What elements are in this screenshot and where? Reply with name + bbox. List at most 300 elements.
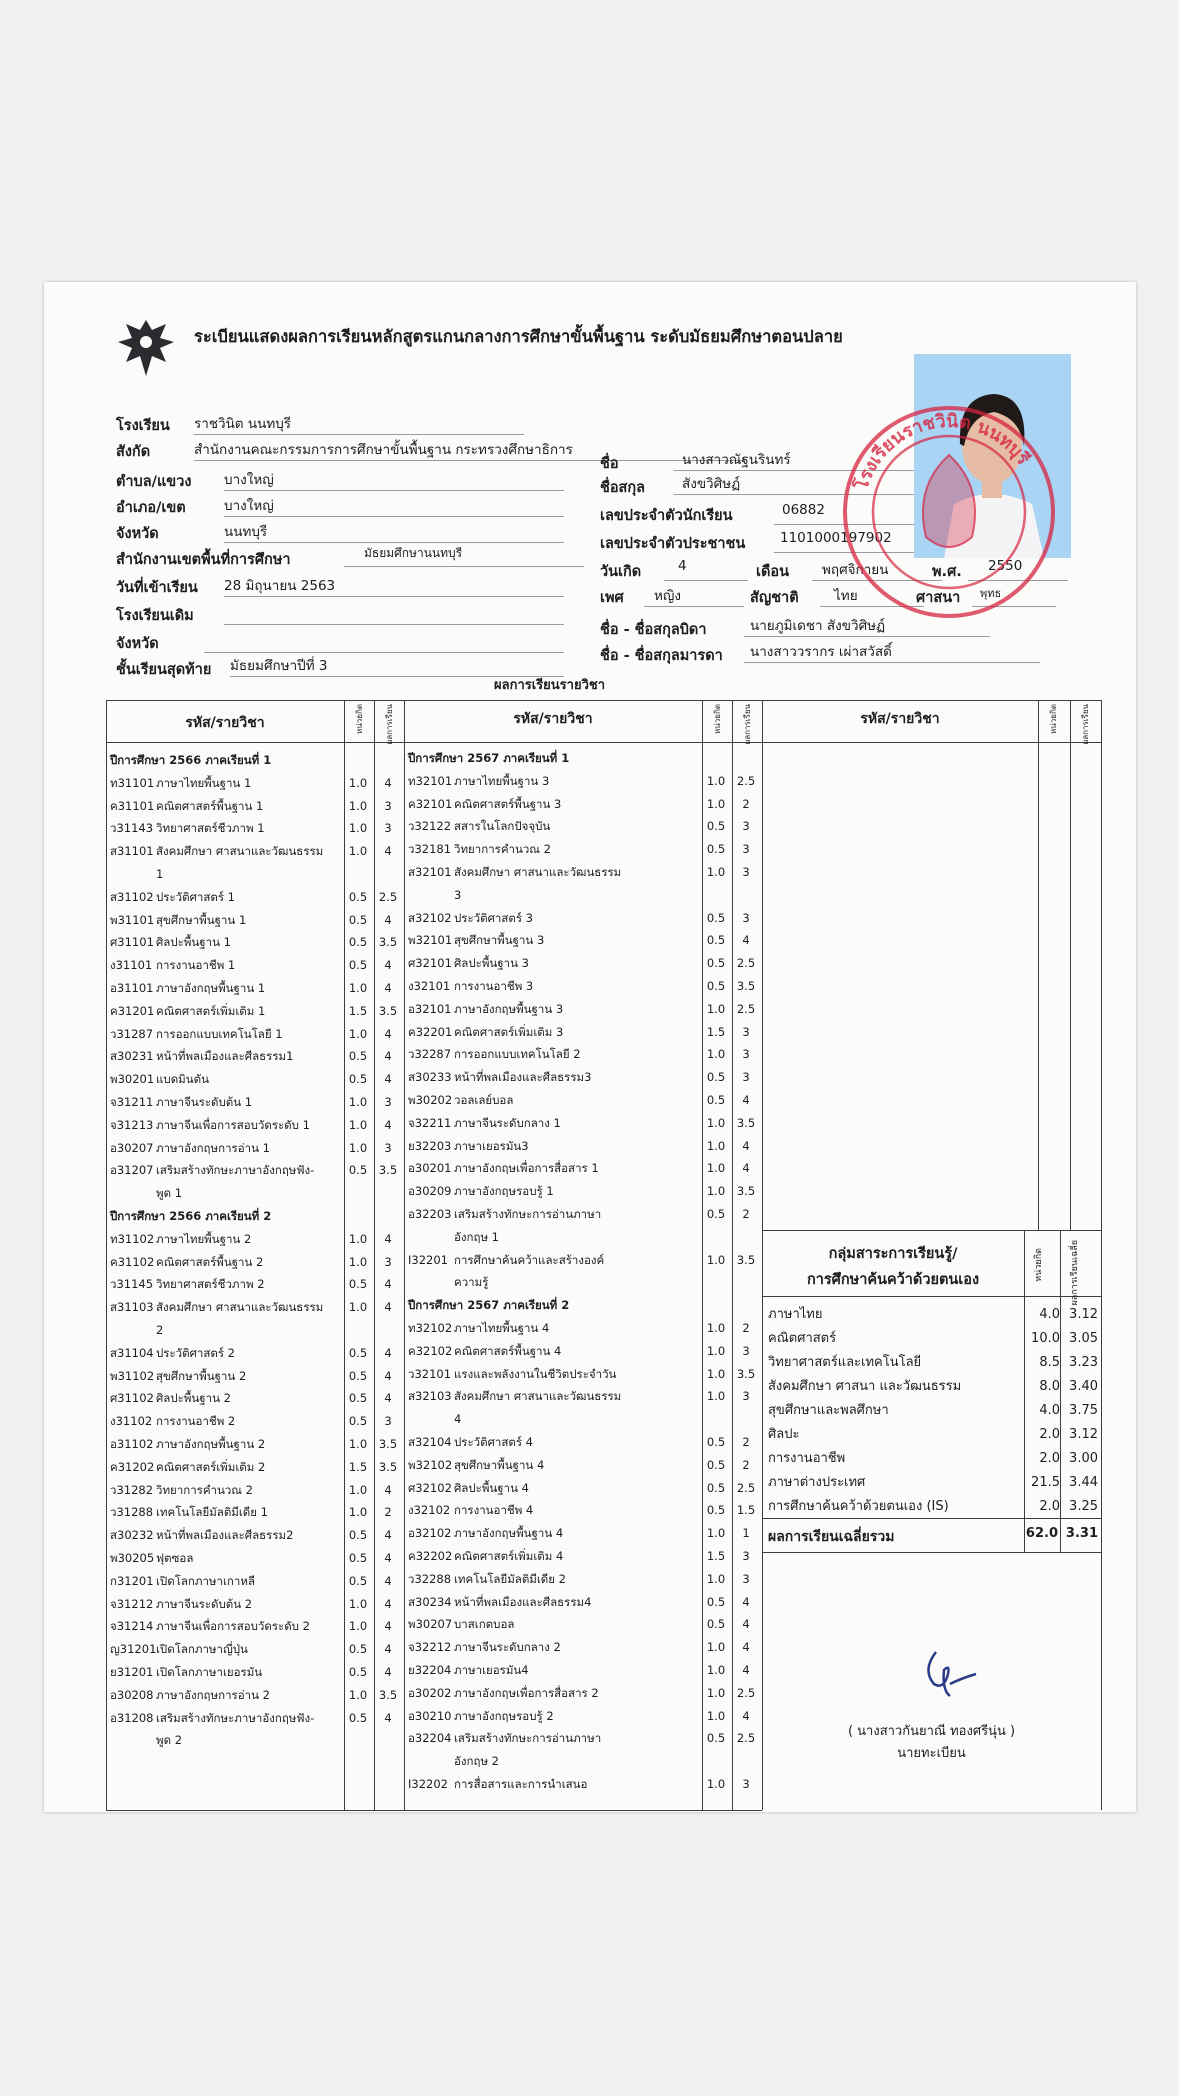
summary-credit: 21.5 xyxy=(1031,1475,1060,1490)
subject-code: จ31214 xyxy=(110,1619,154,1634)
summary-subject-name: การศึกษาค้นคว้าด้วยตนเอง (IS) xyxy=(768,1499,949,1514)
subject-grade: 4 xyxy=(384,1072,392,1087)
subject-grade: 2.5 xyxy=(736,1685,756,1700)
subject-grade: 3 xyxy=(742,865,750,879)
subject-grade: 3.5 xyxy=(378,1163,398,1178)
subject-grade: 3 xyxy=(742,1777,750,1791)
col2-grade-header: ผลการเรียน xyxy=(743,704,752,745)
subject-code: จ31213 xyxy=(110,1117,154,1132)
subject-name: สังคมศึกษา ศาสนาและวัฒนธรรม xyxy=(454,865,622,879)
entry-date-value: 28 มิถุนายน 2563 xyxy=(224,574,564,597)
subject-name: คณิตศาสตร์เพิ่มเติม 2 xyxy=(156,1459,266,1474)
subject-grade: 3.5 xyxy=(378,935,398,950)
summary-subject-name: ภาษาไทย xyxy=(768,1307,823,1322)
subject-credit: 1.0 xyxy=(706,1708,726,1723)
subject-name: วิทยาศาสตร์ชีวภาพ 2 xyxy=(156,1277,265,1292)
religion-label: ศาสนา xyxy=(916,590,961,606)
signature-icon xyxy=(914,1644,984,1704)
subject-name: การออกแบบเทคโนโลยี 1 xyxy=(156,1026,283,1041)
subject-grade: 4 xyxy=(384,958,392,973)
subject-grade: 4 xyxy=(742,933,750,948)
subject-name: เสริมสร้างทักษะการอ่านภาษา xyxy=(454,1731,602,1746)
subject-credit: 1.0 xyxy=(348,1026,368,1041)
subject-credit: 1.0 xyxy=(706,1161,726,1176)
subject-name: เทคโนโลยีมัลติมีเดีย 2 xyxy=(454,1571,566,1586)
subject-credit: 1.0 xyxy=(706,1252,726,1267)
province-label: จังหวัด xyxy=(116,526,159,542)
birth-year-value: 2550 xyxy=(968,558,1068,581)
district-value: บางใหญ่ xyxy=(224,494,564,517)
nationality-label: สัญชาติ xyxy=(750,590,799,606)
subject-grade: 3 xyxy=(742,1024,750,1039)
subject-code: พ30205 xyxy=(110,1551,155,1565)
subject-credit: 0.5 xyxy=(706,1093,726,1107)
subject-code: I32202 xyxy=(408,1777,448,1791)
subject-name: เปิดโลกภาษาญี่ปุ่น xyxy=(156,1642,248,1657)
summary-credit: 2.0 xyxy=(1039,1427,1060,1442)
subject-credit: 0.5 xyxy=(706,1435,726,1449)
subject-name: สุขศึกษาพื้นฐาน 3 xyxy=(454,933,545,948)
subject-credit: 1.0 xyxy=(706,773,726,788)
subject-name: วอลเลย์บอล xyxy=(454,1093,514,1107)
subject-grade: 3 xyxy=(742,1571,750,1586)
subject-name: ประวัติศาสตร์ 3 xyxy=(454,910,533,925)
subject-grade: 4 xyxy=(384,844,392,859)
subject-grade: 3.5 xyxy=(736,1252,756,1267)
subject-name: สังคมศึกษา ศาสนาและวัฒนธรรม xyxy=(454,1389,622,1404)
subject-code: อ30210 xyxy=(408,1708,452,1723)
subject-credit: 0.5 xyxy=(706,842,726,857)
subject-code: พ30201 xyxy=(110,1072,155,1087)
subject-grade: 3 xyxy=(384,1095,392,1109)
subject-code: อ30209 xyxy=(408,1184,452,1199)
subject-grade: 2 xyxy=(384,1505,392,1520)
name-value: นางสาวณัฐนรินทร์ xyxy=(674,448,922,471)
subject-name: ภาษาอังกฤษพื้นฐาน 2 xyxy=(156,1437,266,1451)
subject-credit: 1.0 xyxy=(348,775,368,790)
subdistrict-label: ตำบล/แขวง xyxy=(116,474,192,490)
subject-name: เสริมสร้างทักษะภาษาอังกฤษฟัง- xyxy=(156,1710,315,1725)
summary-gpa: 3.75 xyxy=(1069,1403,1098,1418)
subject-credit: 1.0 xyxy=(706,1640,726,1655)
subject-code: ว31143 xyxy=(110,821,154,836)
subject-grade: 4 xyxy=(384,1596,392,1611)
birth-day-label: วันเกิด xyxy=(600,564,642,580)
summary-subject-name: ภาษาต่างประเทศ xyxy=(768,1475,866,1490)
subject-name: ภาษาอังกฤษการอ่าน 2 xyxy=(156,1687,270,1702)
religion-value: พุทธ xyxy=(972,584,1056,607)
subject-code: ว32287 xyxy=(408,1047,452,1062)
subject-name: พูด 1 xyxy=(156,1186,183,1201)
sex-value: หญิง xyxy=(644,584,744,607)
subject-code: อ30207 xyxy=(110,1140,154,1155)
subject-credit: 0.5 xyxy=(348,1391,368,1406)
subject-name: สุขศึกษาพื้นฐาน 4 xyxy=(454,1457,545,1472)
subject-code: ว32288 xyxy=(408,1571,452,1586)
subject-name: วิทยาการคำนวณ 2 xyxy=(156,1482,253,1497)
subject-name: ภาษาอังกฤษพื้นฐาน 4 xyxy=(454,1526,564,1541)
summary-credit: 10.0 xyxy=(1031,1331,1060,1346)
subject-credit: 0.5 xyxy=(348,1710,368,1725)
subject-grade: 2 xyxy=(742,796,750,811)
subject-code: ง32102 xyxy=(408,1503,451,1518)
father-label: ชื่อ - ชื่อสกุลบิดา xyxy=(600,622,707,638)
subject-code: จ32211 xyxy=(408,1115,452,1130)
summary-gpa: 3.25 xyxy=(1069,1499,1098,1514)
subject-name: ประวัติศาสตร์ 1 xyxy=(156,889,235,904)
name-label: ชื่อ xyxy=(600,456,619,472)
subject-grade: 4 xyxy=(742,1138,750,1153)
mother-label: ชื่อ - ชื่อสกุลมารดา xyxy=(600,648,723,664)
subject-code: ท31102 xyxy=(110,1231,155,1246)
subject-credit: 1.5 xyxy=(706,1024,726,1039)
subject-code: ศ32102 xyxy=(408,1480,452,1495)
semester-label: ปีการศึกษา 2567 ภาคเรียนที่ 1 xyxy=(408,751,570,765)
subject-code: ค31102 xyxy=(110,1254,155,1269)
subject-name: การงานอาชีพ 1 xyxy=(156,958,236,973)
subject-code: ค32202 xyxy=(408,1549,453,1563)
col1-subject-header: รหัส/รายวิชา xyxy=(185,715,265,731)
subject-grade: 4 xyxy=(384,1117,392,1132)
subject-grade: 3 xyxy=(742,1389,750,1404)
subject-grade: 2.5 xyxy=(736,1480,756,1495)
semester-label: ปีการศึกษา 2567 ภาคเรียนที่ 2 xyxy=(408,1298,570,1313)
surname-label: ชื่อสกุล xyxy=(600,480,646,496)
subject-name: ภาษาอังกฤษการอ่าน 1 xyxy=(156,1140,270,1155)
subject-name: ศิลปะพื้นฐาน 3 xyxy=(454,956,529,971)
registrar-name: ( นางสาวกันยาณี ทองศรีนุ่น ) xyxy=(847,1724,1016,1739)
subject-name: พูด 2 xyxy=(156,1733,183,1748)
subject-credit: 0.5 xyxy=(706,910,726,925)
subject-name: การงานอาชีพ 4 xyxy=(454,1503,534,1518)
subject-credit: 0.5 xyxy=(706,1457,726,1472)
subject-name: คณิตศาสตร์พื้นฐาน 3 xyxy=(454,796,562,811)
summary-total-label: ผลการเรียนเฉลี่ยรวม xyxy=(768,1529,895,1545)
subject-name: เสริมสร้างทักษะภาษาอังกฤษฟัง- xyxy=(156,1163,315,1178)
subject-grade: 4 xyxy=(384,1573,392,1588)
subject-code: ส32103 xyxy=(408,1389,452,1404)
birth-month-value: พฤศจิกายน xyxy=(812,558,942,581)
subject-name: ภาษาไทยพื้นฐาน 2 xyxy=(156,1231,252,1246)
subject-grade: 4 xyxy=(742,1708,750,1723)
subject-code: ญ31201 xyxy=(110,1642,157,1657)
prev-province-label: จังหวัด xyxy=(116,636,159,652)
subject-name: ภาษาจีนระดับกลาง 1 xyxy=(454,1115,561,1130)
subject-name: ภาษาจีนเพื่อการสอบวัดระดับ 1 xyxy=(156,1117,310,1132)
subject-grade: 4 xyxy=(742,1617,750,1632)
subject-name: สสารในโลกปัจจุบัน xyxy=(454,819,551,834)
subject-grade: 3 xyxy=(384,1140,392,1155)
col1-credit-header: หน่วยกิต xyxy=(355,704,364,734)
subject-credit: 1.0 xyxy=(348,844,368,859)
student-id-value: 06882 xyxy=(774,502,922,525)
subject-grade: 4 xyxy=(384,912,392,927)
summary-credit: 8.0 xyxy=(1039,1379,1060,1394)
subject-name: การงานอาชีพ 3 xyxy=(454,979,534,993)
subject-grade: 3 xyxy=(742,910,750,925)
subject-code: อ30208 xyxy=(110,1687,154,1702)
last-grade-label: ชั้นเรียนสุดท้าย xyxy=(116,662,212,678)
subject-credit: 0.5 xyxy=(348,1573,368,1588)
subject-code: ส30233 xyxy=(408,1070,452,1085)
subject-grade: 3.5 xyxy=(378,1003,398,1018)
subject-code: ย32203 xyxy=(408,1138,452,1153)
subject-code: อ32203 xyxy=(408,1207,452,1221)
summary-total-gpa: 3.31 xyxy=(1065,1526,1098,1541)
subject-credit: 0.5 xyxy=(706,1594,726,1609)
subject-code: ศ32101 xyxy=(408,956,452,971)
subject-code: อ32204 xyxy=(408,1731,452,1746)
subject-credit: 1.5 xyxy=(706,1549,726,1563)
prev-school-label: โรงเรียนเดิม xyxy=(116,608,194,624)
summary-credit: 4.0 xyxy=(1039,1403,1060,1418)
subject-name: สังคมศึกษา ศาสนาและวัฒนธรรม xyxy=(156,844,324,859)
subject-credit: 1.0 xyxy=(706,1343,726,1358)
subject-name: เสริมสร้างทักษะการอ่านภาษา xyxy=(454,1207,602,1221)
prev-province-value xyxy=(204,630,564,653)
subject-grade: 3.5 xyxy=(378,1687,398,1702)
subject-code: พ30207 xyxy=(408,1617,453,1632)
subject-name: วิทยาการคำนวณ 2 xyxy=(454,842,551,857)
subject-code: ท32101 xyxy=(408,773,453,788)
subject-grade: 4 xyxy=(742,1093,750,1107)
subject-name: อังกฤษ 2 xyxy=(454,1754,500,1769)
subject-name: ประวัติศาสตร์ 4 xyxy=(454,1435,533,1449)
summary-credit: 2.0 xyxy=(1039,1499,1060,1514)
subject-grade: 2 xyxy=(742,1457,750,1472)
subject-credit: 1.0 xyxy=(348,1254,368,1269)
subject-credit: 0.5 xyxy=(348,1072,368,1087)
subject-credit: 1.0 xyxy=(348,1619,368,1634)
subject-credit: 1.5 xyxy=(348,1003,368,1018)
birth-day-value: 4 xyxy=(664,558,748,581)
subject-name: ความรู้ xyxy=(454,1275,489,1290)
subject-name: คณิตศาสตร์เพิ่มเติม 3 xyxy=(454,1024,564,1039)
subject-name: การสื่อสารและการนำเสนอ xyxy=(454,1777,588,1791)
subject-name: ภาษาจีนระดับกลาง 2 xyxy=(454,1640,561,1655)
subject-code: ค31201 xyxy=(110,1003,155,1018)
subject-name: การออกแบบเทคโนโลยี 2 xyxy=(454,1047,581,1062)
subject-grade: 1.5 xyxy=(736,1503,756,1518)
school-seal-icon xyxy=(834,397,1064,627)
subject-name: ภาษาอังกฤษรอบรู้ 2 xyxy=(454,1708,554,1723)
summary-gpa: 3.12 xyxy=(1069,1307,1098,1322)
subject-code: I32201 xyxy=(408,1252,448,1267)
subject-grade: 4 xyxy=(384,1345,392,1360)
subject-credit: 1.0 xyxy=(706,1777,726,1791)
subject-grade: 2 xyxy=(742,1321,750,1335)
subject-name: ภาษาอังกฤษเพื่อการสื่อสาร 1 xyxy=(454,1161,599,1176)
subject-code: ส32101 xyxy=(408,865,452,879)
subject-code: อ32102 xyxy=(408,1526,452,1541)
citizen-id-value: 1101000197902 xyxy=(774,530,930,553)
subject-credit: 0.5 xyxy=(348,958,368,973)
subject-code: ค32101 xyxy=(408,796,453,811)
subject-code: อ31101 xyxy=(110,981,154,995)
semester-label: ปีการศึกษา 2566 ภาคเรียนที่ 2 xyxy=(110,1209,272,1223)
col1-grade-header: ผลการเรียน xyxy=(385,704,394,745)
summary-gpa-header: ผลการเรียนเฉลี่ย xyxy=(1070,1240,1080,1306)
father-value: นายภูมิเดชา สังขวิศิษฏ์ xyxy=(744,614,990,637)
subject-credit: 1.0 xyxy=(706,1115,726,1130)
subject-grade: 3.5 xyxy=(378,1459,398,1474)
subject-credit: 1.0 xyxy=(348,1505,368,1520)
subject-code: พ32102 xyxy=(408,1457,453,1472)
subject-code: ว31145 xyxy=(110,1277,154,1292)
subject-grade: 4 xyxy=(384,1665,392,1679)
document-title: ระเบียนแสดงผลการเรียนหลักสูตรแกนกลางการศึกษาขั้นพื้นฐาน ระดับมัธยมศึกษาตอนปลาย xyxy=(194,327,843,346)
subject-code: ค31202 xyxy=(110,1459,155,1474)
subject-name: วิทยาศาสตร์ชีวภาพ 1 xyxy=(156,821,265,836)
subject-name: 4 xyxy=(454,1412,462,1427)
garuda-emblem-icon xyxy=(116,316,176,380)
subject-credit: 0.5 xyxy=(706,956,726,971)
summary-gpa: 3.05 xyxy=(1069,1331,1098,1346)
subject-code: ท31101 xyxy=(110,775,155,790)
school-label: โรงเรียน xyxy=(116,418,170,434)
subject-code: ง31102 xyxy=(110,1414,153,1429)
subject-name: 3 xyxy=(454,887,462,902)
subject-name: ประวัติศาสตร์ 2 xyxy=(156,1345,235,1360)
subject-name: เปิดโลกภาษาเกาหลี xyxy=(156,1573,255,1588)
subject-grade: 4 xyxy=(742,1663,750,1677)
subject-credit: 1.0 xyxy=(706,1321,726,1335)
subject-grade: 2 xyxy=(742,1435,750,1449)
subject-credit: 0.5 xyxy=(706,933,726,948)
subject-code: ว32122 xyxy=(408,819,452,834)
subject-credit: 0.5 xyxy=(706,1617,726,1632)
subject-grade: 2.5 xyxy=(736,773,756,788)
subject-code: พ30202 xyxy=(408,1093,453,1107)
registrar-title: นายทะเบียน xyxy=(897,1746,966,1761)
subject-credit: 1.0 xyxy=(348,1140,368,1155)
subject-credit: 0.5 xyxy=(348,1049,368,1064)
subject-code: อ31102 xyxy=(110,1437,154,1451)
subject-credit: 1.0 xyxy=(706,796,726,811)
subject-grade: 4 xyxy=(384,1368,392,1383)
subject-code: ศ31101 xyxy=(110,935,154,950)
subject-name: คณิตศาสตร์เพิ่มเติม 1 xyxy=(156,1003,266,1018)
subject-code: อ32101 xyxy=(408,1001,452,1016)
subject-code: ส30232 xyxy=(110,1528,154,1543)
transcript-paper xyxy=(44,282,1136,1812)
subject-name: ภาษาจีนระดับต้น 1 xyxy=(156,1095,253,1109)
subject-grade: 4 xyxy=(384,1551,392,1565)
surname-value: สังขวิศิษฏ์ xyxy=(674,472,922,495)
subject-code: จ31211 xyxy=(110,1095,154,1109)
subject-credit: 1.0 xyxy=(348,821,368,836)
subject-code: อ31208 xyxy=(110,1710,154,1725)
subject-credit: 0.5 xyxy=(348,935,368,950)
subject-credit: 1.5 xyxy=(348,1459,368,1474)
subject-code: พ31101 xyxy=(110,912,155,927)
subject-credit: 1.0 xyxy=(348,1117,368,1132)
subject-name: ศิลปะพื้นฐาน 4 xyxy=(454,1480,529,1495)
subject-name: แบดมินตัน xyxy=(156,1072,209,1087)
subject-grade: 2 xyxy=(742,1207,750,1221)
subject-grade: 3.5 xyxy=(378,1437,398,1451)
subject-grade: 2.5 xyxy=(736,956,756,971)
subject-code: ศ31102 xyxy=(110,1391,154,1406)
subject-code: จ31212 xyxy=(110,1596,154,1611)
subject-name: สังคมศึกษา ศาสนาและวัฒนธรรม xyxy=(156,1300,324,1315)
subject-credit: 0.5 xyxy=(706,1070,726,1085)
results-table xyxy=(106,700,1101,1810)
subject-code: ว31288 xyxy=(110,1505,154,1520)
district-label: อำเภอ/เขต xyxy=(116,500,186,516)
subject-code: อ30201 xyxy=(408,1161,452,1176)
subject-code: อ31207 xyxy=(110,1163,154,1178)
subject-grade: 4 xyxy=(384,1300,392,1315)
subject-name: ภาษาอังกฤษพื้นฐาน 3 xyxy=(454,1001,564,1016)
birth-year-label: พ.ศ. xyxy=(932,564,962,580)
subject-credit: 1.0 xyxy=(348,1231,368,1246)
summary-title-line1: กลุ่มสาระการเรียนรู้/ xyxy=(828,1246,958,1262)
subject-name: การศึกษาค้นคว้าและสร้างองค์ xyxy=(454,1252,605,1267)
subject-credit: 0.5 xyxy=(706,1503,726,1518)
col3-grade-header: ผลการเรียน xyxy=(1081,704,1090,745)
subject-code: ค32201 xyxy=(408,1024,453,1039)
subject-name: ภาษาอังกฤษพื้นฐาน 1 xyxy=(156,981,266,995)
subject-credit: 1.0 xyxy=(348,1596,368,1611)
subject-grade: 3 xyxy=(384,798,392,813)
subject-name: 2 xyxy=(156,1323,164,1337)
subject-credit: 0.5 xyxy=(348,1528,368,1543)
subject-credit: 1.0 xyxy=(348,1300,368,1315)
affiliation-value: สำนักงานคณะกรรมการการศึกษาขั้นพื้นฐาน กระทรวงศึกษาธิการ xyxy=(194,438,744,461)
summary-total-credit: 62.0 xyxy=(1025,1526,1058,1541)
subject-credit: 1.0 xyxy=(706,1526,726,1541)
subject-credit: 1.0 xyxy=(706,1366,726,1381)
subject-code: ค32102 xyxy=(408,1343,453,1358)
subject-code: จ32212 xyxy=(408,1640,452,1655)
summary-gpa: 3.12 xyxy=(1069,1427,1098,1442)
last-grade-value: มัธยมศึกษาปีที่ 3 xyxy=(230,654,564,677)
subject-name: ภาษาจีนเพื่อการสอบวัดระดับ 2 xyxy=(156,1619,310,1634)
subject-grade: 3.5 xyxy=(736,1115,756,1130)
subject-grade: 3 xyxy=(384,1414,392,1429)
subject-name: ศิลปะพื้นฐาน 1 xyxy=(156,935,231,950)
subject-credit: 0.5 xyxy=(348,1277,368,1292)
prev-school-value xyxy=(224,602,564,625)
affiliation-label: สังกัด xyxy=(116,444,151,460)
subject-grade: 3.5 xyxy=(736,979,756,993)
subject-name: หน้าที่พลเมืองและศีลธรรม2 xyxy=(156,1528,294,1543)
subject-name: สุขศึกษาพื้นฐาน 1 xyxy=(156,912,247,927)
province-value: นนทบุรี xyxy=(224,520,564,543)
subject-credit: 1.0 xyxy=(706,1663,726,1677)
summary-subject-name: การงานอาชีพ xyxy=(768,1451,846,1466)
subject-credit: 0.5 xyxy=(348,1665,368,1679)
subdistrict-value: บางใหญ่ xyxy=(224,468,564,491)
entry-date-label: วันที่เข้าเรียน xyxy=(116,580,198,596)
subject-grade: 4 xyxy=(384,1049,392,1064)
subject-name: เปิดโลกภาษาเยอรมัน xyxy=(156,1665,263,1679)
subject-credit: 1.0 xyxy=(706,1389,726,1404)
subject-name: ภาษาไทยพื้นฐาน 3 xyxy=(454,773,550,788)
nationality-value: ไทย xyxy=(820,584,924,607)
summary-subject-name: ศิลปะ xyxy=(768,1427,800,1442)
subject-credit: 0.5 xyxy=(348,1163,368,1178)
subject-name: ภาษาอังกฤษเพื่อการสื่อสาร 2 xyxy=(454,1685,599,1700)
subject-name: อังกฤษ 1 xyxy=(454,1229,500,1244)
area-office-label: สำนักงานเขตพื้นที่การศึกษา xyxy=(116,552,291,568)
subject-name: ภาษาจีนระดับต้น 2 xyxy=(156,1596,253,1611)
subject-grade: 4 xyxy=(384,1277,392,1292)
subject-code: ว32181 xyxy=(408,842,452,857)
subject-grade: 4 xyxy=(384,1619,392,1634)
subject-credit: 1.0 xyxy=(706,865,726,879)
